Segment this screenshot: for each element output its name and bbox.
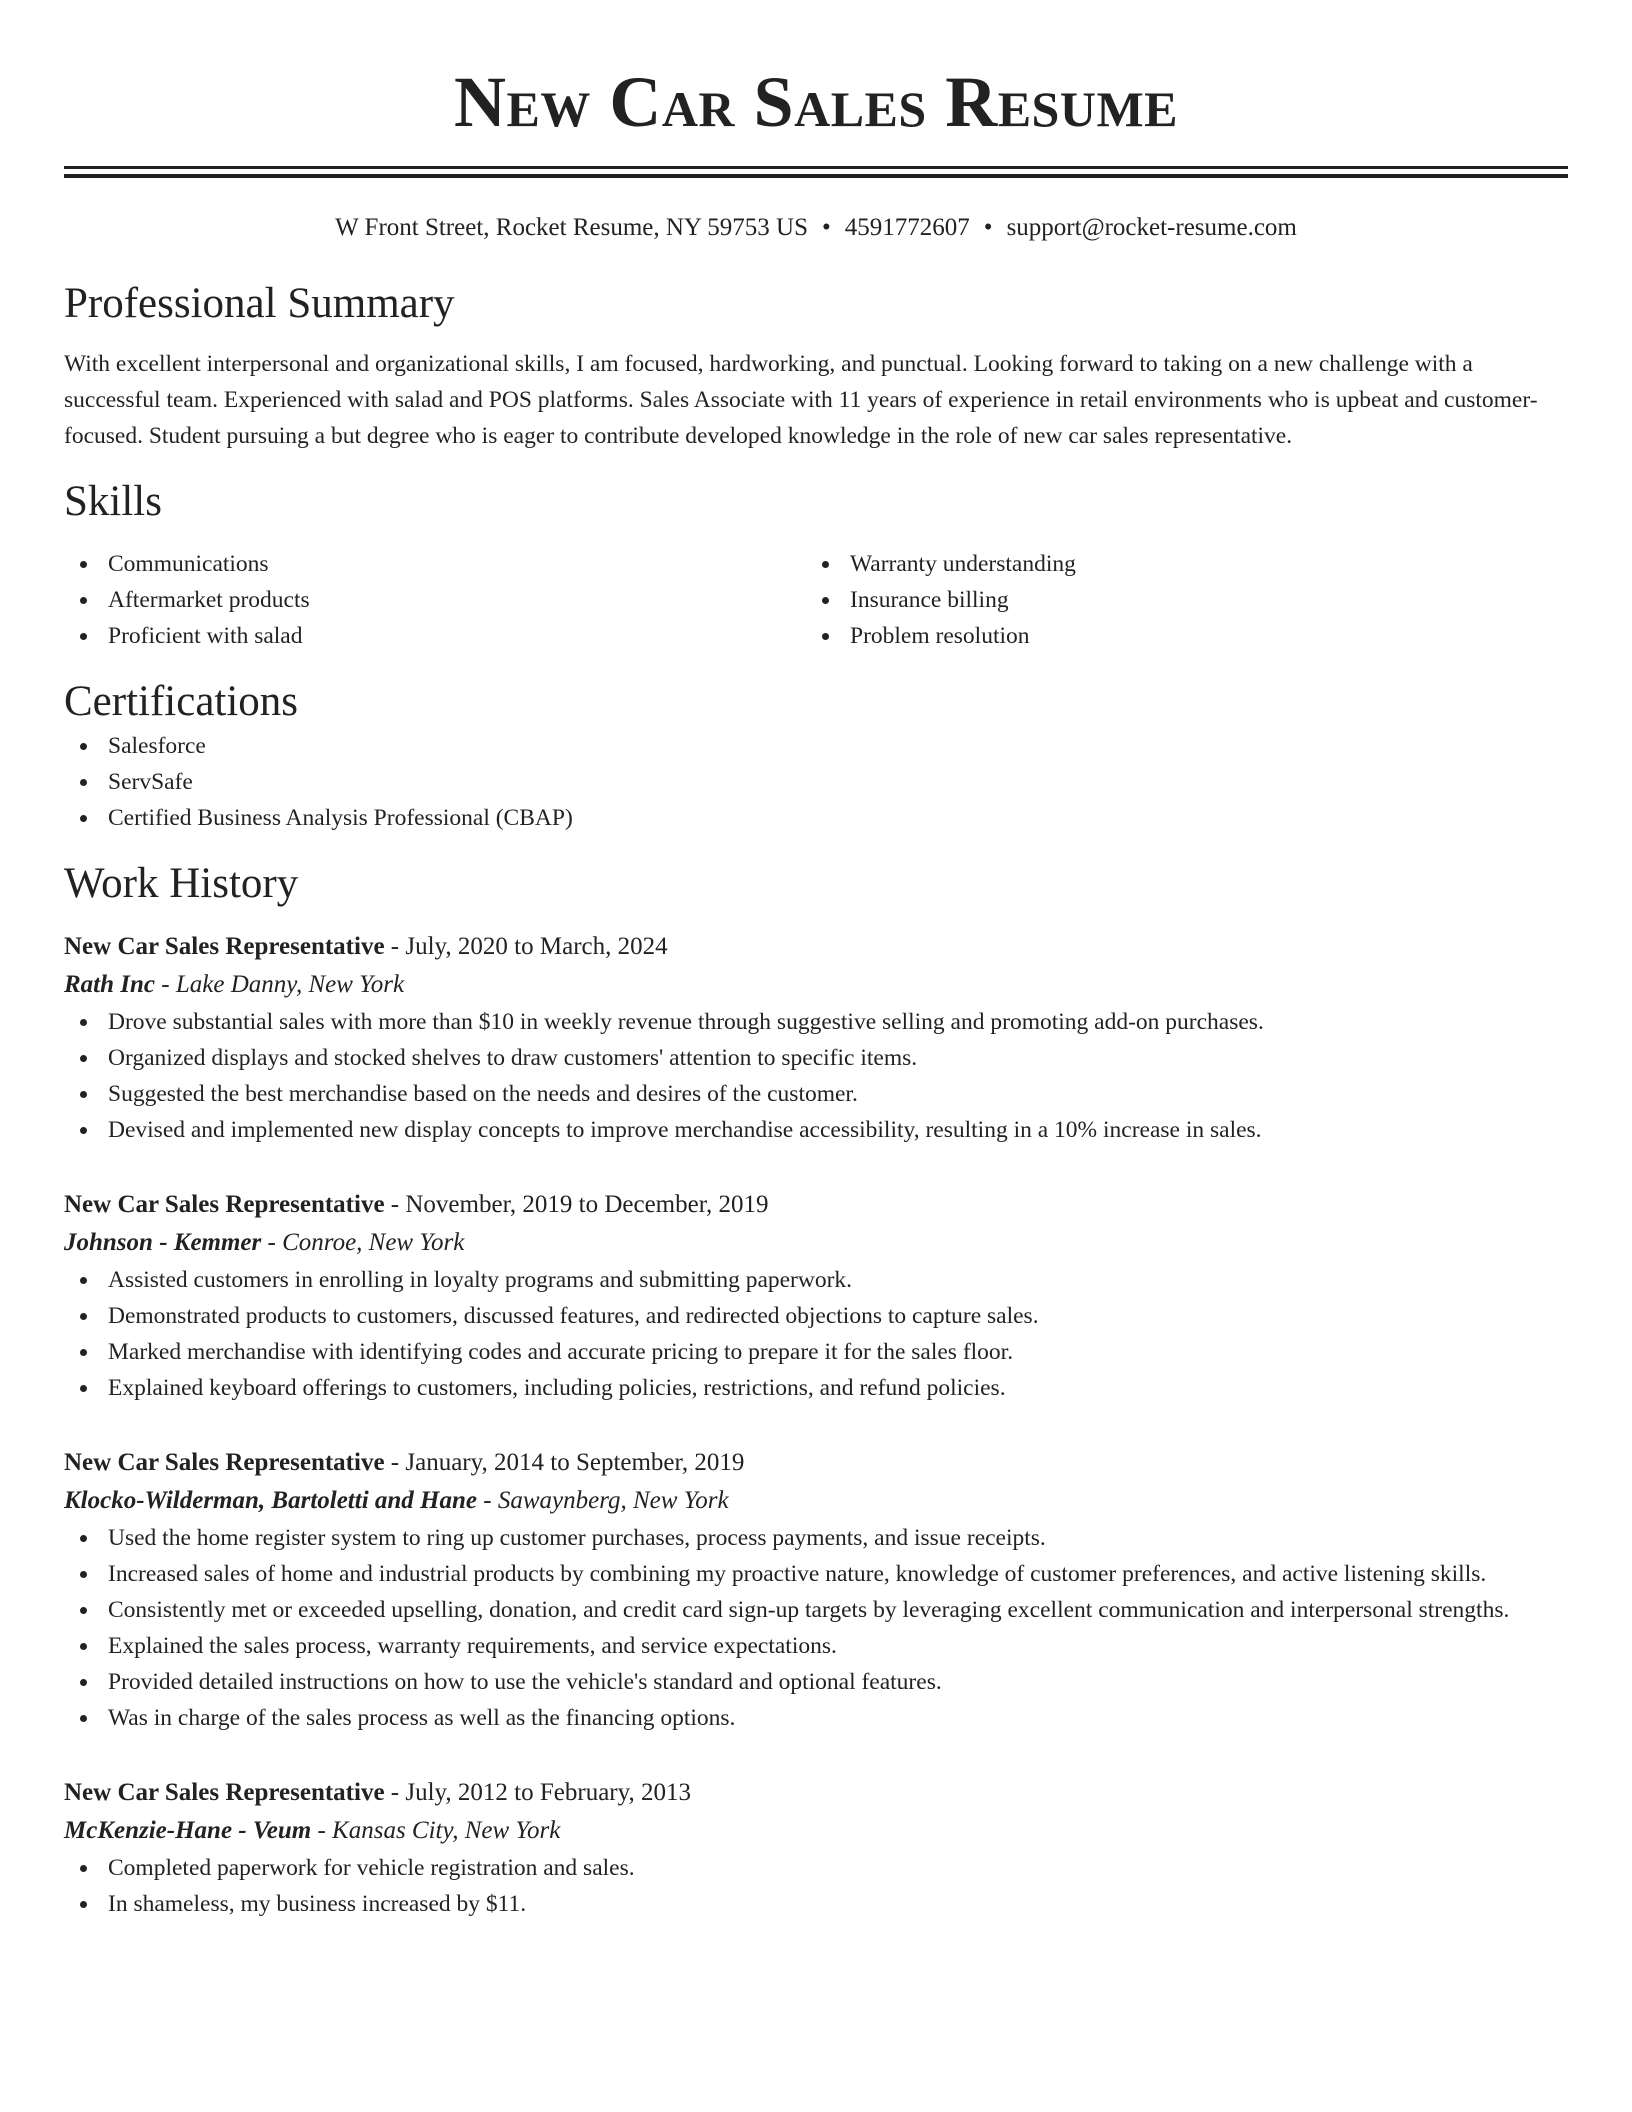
certifications-list <box>64 728 1568 836</box>
job-role: New Car Sales Representative <box>64 1191 385 1218</box>
job-dates: November, 2019 to December, 2019 <box>405 1191 769 1218</box>
job-dash: - <box>155 971 176 998</box>
job-dates: July, 2012 to February, 2013 <box>405 1779 691 1806</box>
skill-item: Warranty understanding <box>806 546 1548 582</box>
job-bullet: Was in charge of the sales process as well as the financing options. <box>64 1700 1568 1736</box>
job-bullet: Suggested the best merchandise based on the needs and desires of the customer. <box>64 1076 1568 1112</box>
contact-line <box>64 212 1568 244</box>
job-company-line <box>64 1224 1568 1262</box>
resume-page <box>64 0 1568 1922</box>
job-company: Klocko-Wilderman, Bartoletti and Hane <box>64 1487 477 1514</box>
job-bullet: Marked merchandise with identifying codes and accurate pricing to prepare it for the sales floor. <box>64 1334 1568 1370</box>
resume-title: New Car Sales Resume <box>453 62 1179 142</box>
job-bullet: In shameless, my business increased by $11. <box>64 1886 1568 1922</box>
job-bullet: Increased sales of home and industrial products by combining my proactive nature, knowledge of customer preferences, and active listening skills. <box>64 1556 1568 1592</box>
job-dates: January, 2014 to September, 2019 <box>405 1449 745 1476</box>
job-company: Johnson - Kemmer <box>64 1229 262 1256</box>
skill-item: Communications <box>64 546 806 582</box>
work-history-heading: Work History <box>64 860 299 907</box>
job-entry <box>64 1186 1568 1406</box>
job-bullet: Organized displays and stocked shelves to draw customers' attention to specific items. <box>64 1040 1568 1076</box>
job-company: Rath Inc <box>64 971 156 998</box>
skills-grid <box>64 546 1568 654</box>
job-bullet: Explained keyboard offerings to customers, including policies, restrictions, and refund policies. <box>64 1370 1568 1406</box>
job-entry <box>64 1774 1568 1922</box>
job-bullet: Devised and implemented new display concepts to improve merchandise accessibility, resulting in a 10% increase in sales. <box>64 1112 1568 1148</box>
certifications-heading: Certifications <box>64 678 299 725</box>
job-role: New Car Sales Representative <box>64 1449 385 1476</box>
job-bullet-list <box>64 1520 1568 1736</box>
job-location: Kansas City, New York <box>332 1817 561 1844</box>
certification-item: Salesforce <box>64 728 1568 764</box>
skills-column-right <box>806 546 1548 654</box>
job-company-line <box>64 966 1568 1004</box>
job-bullet: Drove substantial sales with more than $10 in weekly revenue through suggestive selling and promoting add-on purchases. <box>64 1004 1568 1040</box>
job-location: Lake Danny, New York <box>175 971 405 998</box>
skill-item: Aftermarket products <box>64 582 806 618</box>
summary-heading: Professional Summary <box>64 280 455 327</box>
job-bullet: Assisted customers in enrolling in loyalty programs and submitting paperwork. <box>64 1262 1568 1298</box>
contact-separator: • <box>983 214 993 241</box>
job-bullet-list <box>64 1262 1568 1406</box>
contact-address: W Front Street, Rocket Resume, NY 59753 US <box>335 214 809 241</box>
skills-list-left <box>64 546 806 654</box>
job-location: Conroe, New York <box>282 1229 465 1256</box>
job-company: McKenzie-Hane - Veum <box>64 1817 312 1844</box>
job-bullet: Consistently met or exceeded upselling, donation, and credit card sign-up targets by leveraging excellent communication and interpersonal strengths. <box>64 1592 1568 1628</box>
job-title-line <box>64 1774 1568 1812</box>
job-entry <box>64 928 1568 1148</box>
job-role: New Car Sales Representative <box>64 933 385 960</box>
job-dash: - <box>311 1817 333 1844</box>
job-location: Sawaynberg, New York <box>497 1487 729 1514</box>
job-bullet: Used the home register system to ring up customer purchases, process payments, and issue receipts. <box>64 1520 1568 1556</box>
job-title-line <box>64 1444 1568 1482</box>
job-title-line <box>64 928 1568 966</box>
contact-separator: • <box>822 214 831 241</box>
skill-item: Insurance billing <box>806 582 1548 618</box>
job-dash: - <box>384 933 406 960</box>
certification-item: Certified Business Analysis Professional (CBAP) <box>64 800 1568 836</box>
job-bullet: Explained the sales process, warranty requirements, and service expectations. <box>64 1628 1568 1664</box>
job-bullet-list <box>64 1850 1568 1922</box>
job-bullet-list <box>64 1004 1568 1148</box>
job-dash: - <box>384 1779 406 1806</box>
contact-phone: 4591772607 <box>844 214 970 241</box>
skill-item: Problem resolution <box>806 618 1548 654</box>
job-bullet: Demonstrated products to customers, discussed features, and redirected objections to capture sales. <box>64 1298 1568 1334</box>
job-company-line <box>64 1482 1568 1520</box>
job-title-line <box>64 1186 1568 1224</box>
job-entry <box>64 1444 1568 1736</box>
summary-text: With excellent interpersonal and organizational skills, I am focused, hardworking, and punctual. Looking forward to taking on a new challenge with a successful team. Experienced with salad and POS platforms. Sales Associate with 11 years of experience in retail environments who is upbeat and customer-focused. Student pursuing a but degree who is eager to contribute developed knowledge in the role of new car sales representative. <box>64 351 1538 449</box>
job-dash: - <box>477 1487 498 1514</box>
skill-item: Proficient with salad <box>64 618 806 654</box>
job-dash: - <box>261 1229 283 1256</box>
skills-list-right <box>806 546 1548 654</box>
job-bullet: Provided detailed instructions on how to use the vehicle's standard and optional features. <box>64 1664 1568 1700</box>
job-role: New Car Sales Representative <box>64 1779 385 1806</box>
skills-column-left <box>64 546 806 654</box>
skills-heading: Skills <box>64 478 162 525</box>
job-bullet: Completed paperwork for vehicle registration and sales. <box>64 1850 1568 1886</box>
job-company-line <box>64 1812 1568 1850</box>
certification-item: ServSafe <box>64 764 1568 800</box>
contact-email: support@rocket-resume.com <box>1006 214 1297 241</box>
job-dash: - <box>384 1191 406 1218</box>
job-dash: - <box>384 1449 406 1476</box>
title-divider <box>64 166 1568 178</box>
job-dates: July, 2020 to March, 2024 <box>405 933 668 960</box>
